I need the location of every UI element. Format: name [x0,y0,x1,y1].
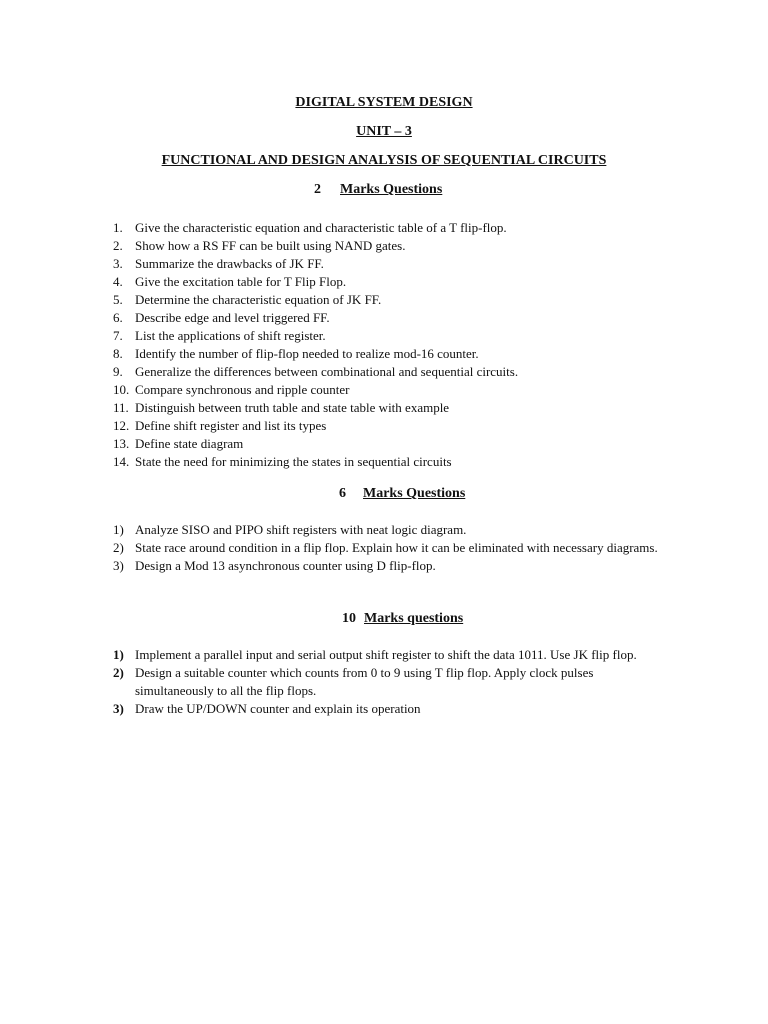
question-item [113,291,673,309]
question-text: Identify the number of flip-flop needed to realize mod-16 counter. [135,346,479,361]
question-text: Analyze SISO and PIPO shift registers with neat logic diagram. [135,522,467,537]
question-item [113,309,673,327]
question-item [113,700,673,718]
question-number: 2. [113,238,123,253]
question-item [113,539,673,557]
section-marks-number: 6 [339,486,346,501]
question-text: Distinguish between truth table and state table with example [135,400,450,415]
question-text: State the need for minimizing the states in sequential circuits [135,454,452,469]
question-text: Summarize the drawbacks of JK FF. [135,256,324,271]
question-text: Draw the UP/DOWN counter and explain its operation [135,701,421,716]
question-item [113,363,673,381]
document-subtitle: FUNCTIONAL AND DESIGN ANALYSIS OF SEQUENTIAL CIRCUITS [161,153,607,168]
question-number: 14. [113,454,130,469]
question-number: 3) [113,558,124,573]
section-label: Marks questions [364,611,464,626]
question-text: Implement a parallel input and serial output shift register to shift the data 1011. Use JK flip flop. [135,647,637,662]
question-text: List the applications of shift register. [135,328,326,343]
question-text: Compare synchronous and ripple counter [135,382,350,397]
ten-marks-question-list [113,646,673,718]
question-item [113,345,673,363]
question-number: 1) [113,522,124,537]
question-item [113,646,673,664]
section-marks-number: 10 [342,611,356,626]
unit-heading: UNIT – 3 [356,124,412,139]
question-number: 1) [113,647,124,662]
question-number: 9. [113,364,123,379]
question-number: 13. [113,436,130,451]
question-item [113,417,673,435]
question-text: Show how a RS FF can be built using NAND gates. [135,238,406,253]
question-item [113,521,673,539]
question-item [113,255,673,273]
question-number: 10. [113,382,130,397]
question-number: 1. [113,220,123,235]
question-number: 2) [113,540,124,555]
document-title: DIGITAL SYSTEM DESIGN [295,95,473,110]
section-marks-number: 2 [314,182,321,197]
question-item [113,381,673,399]
question-number: 8. [113,346,123,361]
section-heading-2-marks [314,182,442,198]
section-heading-10-marks [342,611,463,627]
question-number: 5. [113,292,123,307]
question-item [113,557,673,575]
question-item [113,219,673,237]
question-item [113,399,673,417]
question-item [113,327,673,345]
question-text: Design a suitable counter which counts from 0 to 9 using T flip flop. Apply clock pulses simultaneously to all the flip flops. [135,665,594,698]
question-item [113,664,673,700]
question-text: State race around condition in a flip flop. Explain how it can be eliminated with necessary diagrams. [135,540,658,555]
question-number: 2) [113,665,124,680]
question-text: Give the excitation table for T Flip Flop. [135,274,347,289]
question-text: Define state diagram [135,436,244,451]
question-number: 11. [113,400,129,415]
two-marks-question-list [113,219,673,471]
section-label: Marks Questions [340,182,443,197]
question-number: 7. [113,328,123,343]
question-item [113,273,673,291]
question-number: 3. [113,256,123,271]
question-number: 4. [113,274,123,289]
question-text: Determine the characteristic equation of JK FF. [135,292,382,307]
question-item [113,453,673,471]
section-heading-6-marks [339,486,465,502]
question-number: 3) [113,701,124,716]
question-text: Describe edge and level triggered FF. [135,310,330,325]
question-number: 6. [113,310,123,325]
question-item [113,237,673,255]
question-number: 12. [113,418,130,433]
section-label: Marks Questions [363,486,466,501]
question-text: Design a Mod 13 asynchronous counter using D flip-flop. [135,558,436,573]
question-text: Generalize the differences between combinational and sequential circuits. [135,364,519,379]
question-text: Give the characteristic equation and characteristic table of a T flip-flop. [135,220,507,235]
question-text: Define shift register and list its types [135,418,327,433]
question-item [113,435,673,453]
six-marks-question-list [113,521,673,575]
